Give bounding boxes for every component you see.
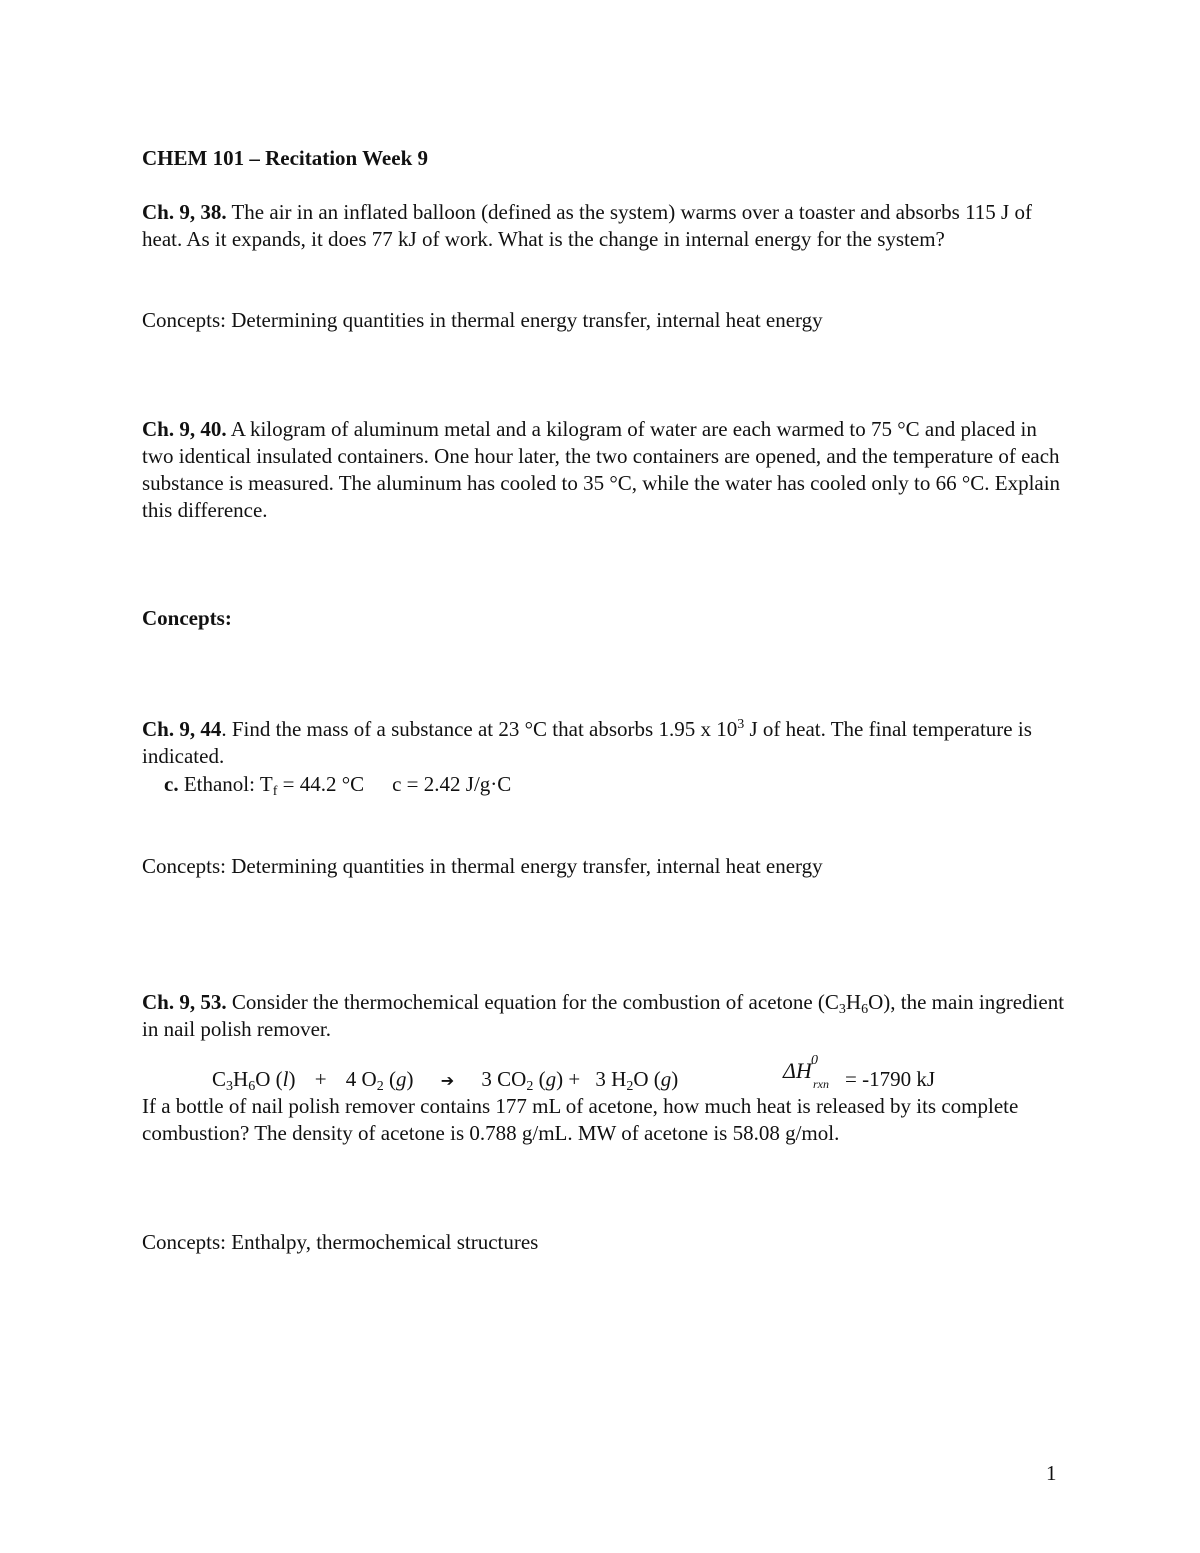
item-temp: = 44.2 °C bbox=[277, 772, 365, 796]
question-53: Ch. 9, 53. Consider the thermochemical equation for the combustion of acetone $(C_3H_6O)$, the main ingredient in nail polish remover. bbox=[142, 990, 1065, 1041]
item-sub: f bbox=[272, 784, 278, 799]
question-text-a: Consider the thermochemical equation for the combustion of acetone (C bbox=[231, 990, 839, 1014]
question-text-c: O), the main ingredient in nail polish remover. bbox=[142, 990, 1065, 1041]
concepts-53: Concepts: Enthalpy, thermochemical structures bbox=[142, 1230, 539, 1254]
reaction-arrow-icon: ➔ bbox=[440, 1071, 455, 1090]
item-text: Ethanol: T bbox=[183, 772, 273, 796]
question-44-item-c bbox=[142, 771, 1094, 798]
question-text-b: J of heat. The final temperature is indicated. bbox=[142, 717, 1032, 768]
question-38 bbox=[142, 199, 1072, 253]
enthalpy-value: = -1790 kJ bbox=[845, 1067, 936, 1091]
document-title: CHEM 101 – Recitation Week 9 bbox=[142, 146, 429, 170]
concepts-40: Concepts: bbox=[142, 606, 232, 630]
question-44 bbox=[142, 716, 1072, 770]
question-label: Ch. 9, 53. bbox=[142, 990, 227, 1014]
concepts-44: Concepts: Determining quantities in thermal energy transfer, internal heat energy bbox=[142, 854, 823, 878]
enthalpy-symbol: ΔH 0 rxn bbox=[783, 1053, 829, 1091]
item-label: c. bbox=[164, 772, 179, 796]
page-number: 1 bbox=[1046, 1461, 1057, 1485]
question-53-text: If a bottle of nail polish remover contains 177 mL of acetone, how much heat is released by its complete combustion? The density of acetone is 0.788 g/mL. MW of acetone is 58.08 g/mol. bbox=[142, 1094, 1019, 1145]
question-text-a: . Find the mass of a substance at 23 °C that absorbs 1.95 x 10 bbox=[221, 717, 738, 741]
thermochemical-equation: $C_3H_6O$ (l) + 4 $O_2$ (g) ➔ 3 $CO_2$ (g) + 3 $H_2O$ (g) bbox=[212, 1067, 679, 1094]
question-text: The air in an inflated balloon (defined as the system) warms over a toaster and absorbs 115 J of heat. As it expands, it does 77 kJ of work. What is the change in internal energy for the system? bbox=[142, 200, 1032, 251]
concepts-38: Concepts: Determining quantities in thermal energy transfer, internal heat energy bbox=[142, 308, 823, 332]
question-40 bbox=[142, 416, 1072, 524]
item-specific-heat: c = 2.42 J/g·C bbox=[392, 772, 512, 796]
question-label: Ch. 9, 44 bbox=[142, 717, 222, 741]
question-text: A kilogram of aluminum metal and a kilogram of water are each warmed to 75 °C and placed in two identical insulated containers. One hour later, the two containers are opened, and the temperature of each substance is measured. The aluminum has cooled to 35 °C, while the water has cooled only to 66 °C. Explain this difference. bbox=[142, 417, 1061, 522]
exponent: 3 bbox=[737, 717, 745, 732]
question-label: Ch. 9, 40. bbox=[142, 417, 227, 441]
question-label: Ch. 9, 38. bbox=[142, 200, 227, 224]
